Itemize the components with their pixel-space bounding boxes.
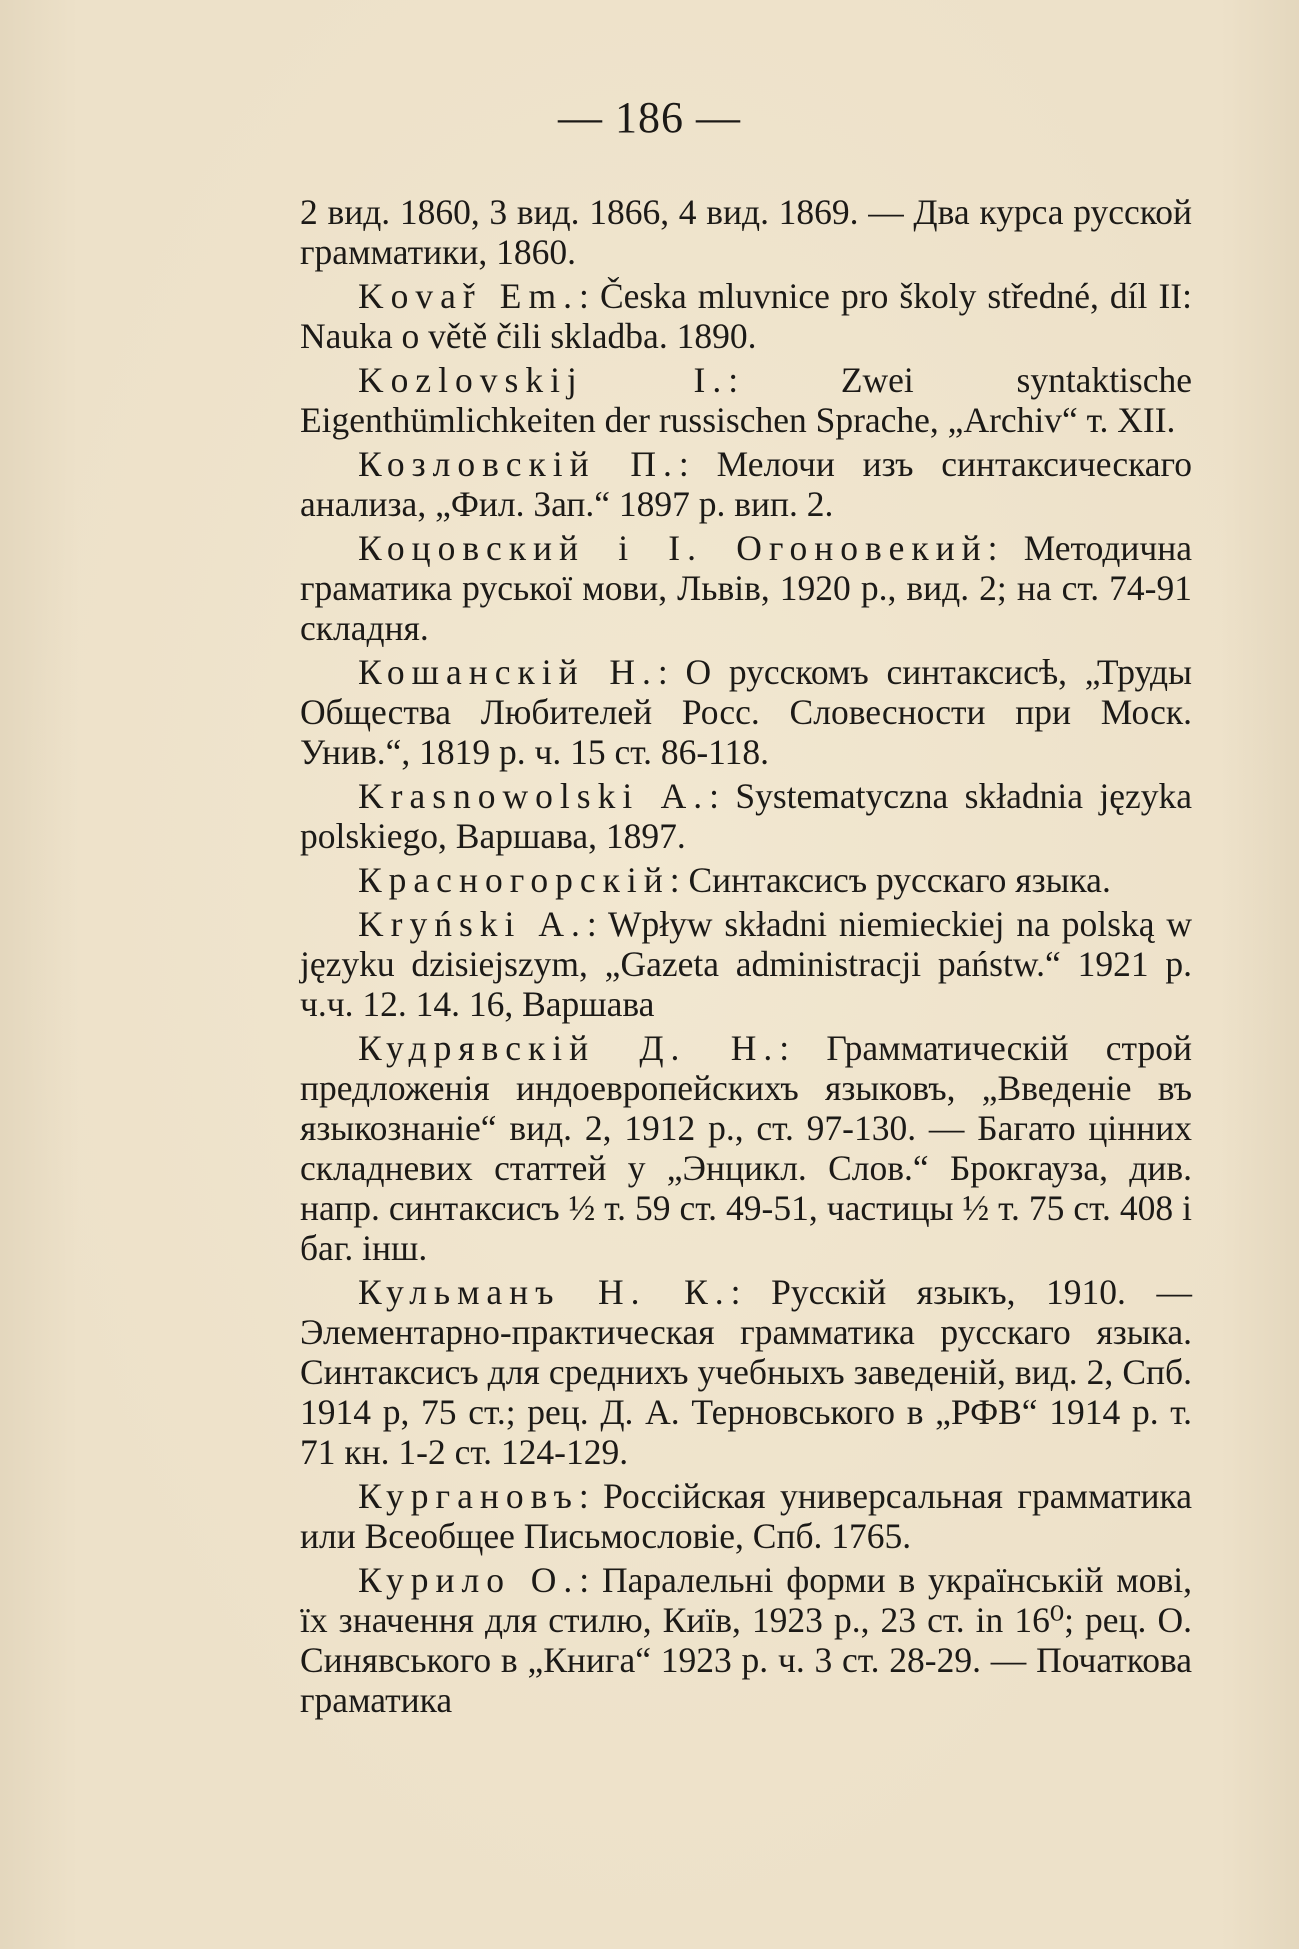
entry-author: Кургановъ [358, 1476, 579, 1516]
entry-text: : О русскомъ синтаксисѣ, „Труды Общества Любителей Росс. Словесности при Моск. Унив.“, 1819 р. ч. 15 ст. 86-118. [300, 652, 1192, 772]
entry-text: : Грамматическій строй предложенія индоевропейскихъ языковъ, „Введеніе въ языкознаніе“ вид. 2, 1912 р., ст. 97-130. — Багато цінних складневих статтей у „Энцикл. Слов.“ Брокгауза, див. напр. синтаксисъ ½ т. 59 ст. 49-51, частицы ½ т. 75 ст. 408 і баг. інш. [300, 1028, 1192, 1268]
bibliography-entry [300, 360, 1192, 440]
bibliography-entry [300, 276, 1192, 356]
entry-text: : Zwei syntaktische Eigenthümlichkeiten der russischen Sprache, „Archiv“ т. XII. [300, 360, 1192, 440]
entry-text: : Wpływ składni niemieckiej na polską w języku dzisiejszym, „Gazeta administracji państw.“ 1921 р. ч.ч. 12. 14. 16, Варшава [300, 904, 1192, 1024]
entry-author: Курило О. [358, 1560, 580, 1600]
bibliography-entry [300, 528, 1192, 648]
entry-author: Kryński A. [358, 904, 587, 944]
bibliography-entry [300, 192, 1192, 272]
bibliography-entry [300, 1028, 1192, 1268]
entry-author: Krasnowolski A. [358, 776, 710, 816]
bibliography-entry [300, 904, 1192, 1024]
entry-author: Красногорскій [358, 860, 670, 900]
bibliography-entry [300, 652, 1192, 772]
entry-text: : Systematyczna składnia języka polskiego, Варшава, 1897. [300, 776, 1192, 856]
bibliography-entry [300, 1476, 1192, 1556]
entry-text: : Паралельні форми в українській мові, їх значення для стилю, Київ, 1923 р., 23 ст. in 16⁰; рец. О. Синявського в „Книга“ 1923 р. ч. 3 ст. 28-29. — Початкова граматика [300, 1560, 1192, 1720]
entry-text: : Русскій языкъ, 1910. — Элементарно-практическая грамматика русскаго языка. Синтаксисъ для среднихъ учебныхъ заведеній, вид. 2, Спб. 1914 р, 75 ст.; рец. Д. А. Терновського в „РФВ“ 1914 р. т. 71 кн. 1-2 ст. 124-129. [300, 1272, 1192, 1472]
bibliography-entry [300, 1560, 1192, 1720]
entry-author: Kovař Em. [358, 276, 579, 316]
entry-text: : Мелочи изъ синтаксическаго анализа, „Фил. Зап.“ 1897 р. вип. 2. [300, 444, 1192, 524]
entry-author: Кошанскій Н. [358, 652, 658, 692]
entry-author: Козловскій П. [358, 444, 679, 484]
bibliography-entry [300, 444, 1192, 524]
entry-author: Кудрявскій Д. Н. [358, 1028, 780, 1068]
bibliography-entry [300, 776, 1192, 856]
entry-author: Коцовский і І. Огоновекий [358, 528, 988, 568]
page-number: — 186 — [558, 93, 741, 142]
entry-text: 2 вид. 1860, 3 вид. 1866, 4 вид. 1869. — Два курса русской грамматики, 1860. [300, 192, 1192, 272]
bibliography-entry [300, 860, 1192, 900]
entry-text: : Методична граматика руської мови, Львів, 1920 р., вид. 2; на ст. 74-91 складня. [300, 528, 1192, 648]
bibliography-list [300, 192, 1192, 1724]
entry-author: Kozlovskij I. [358, 360, 729, 400]
entry-text: : Синтаксисъ русскаго языка. [669, 860, 1111, 900]
entry-text: : Россійская универсальная грамматика или Всеобщее Письмословіе, Спб. 1765. [300, 1476, 1192, 1556]
entry-author: Кульманъ Н. К. [358, 1272, 731, 1312]
entry-text: : Česka mluvnice pro školy středné, díl II: Nauka o větě čili skladba. 1890. [300, 276, 1192, 356]
bibliography-entry [300, 1272, 1192, 1472]
